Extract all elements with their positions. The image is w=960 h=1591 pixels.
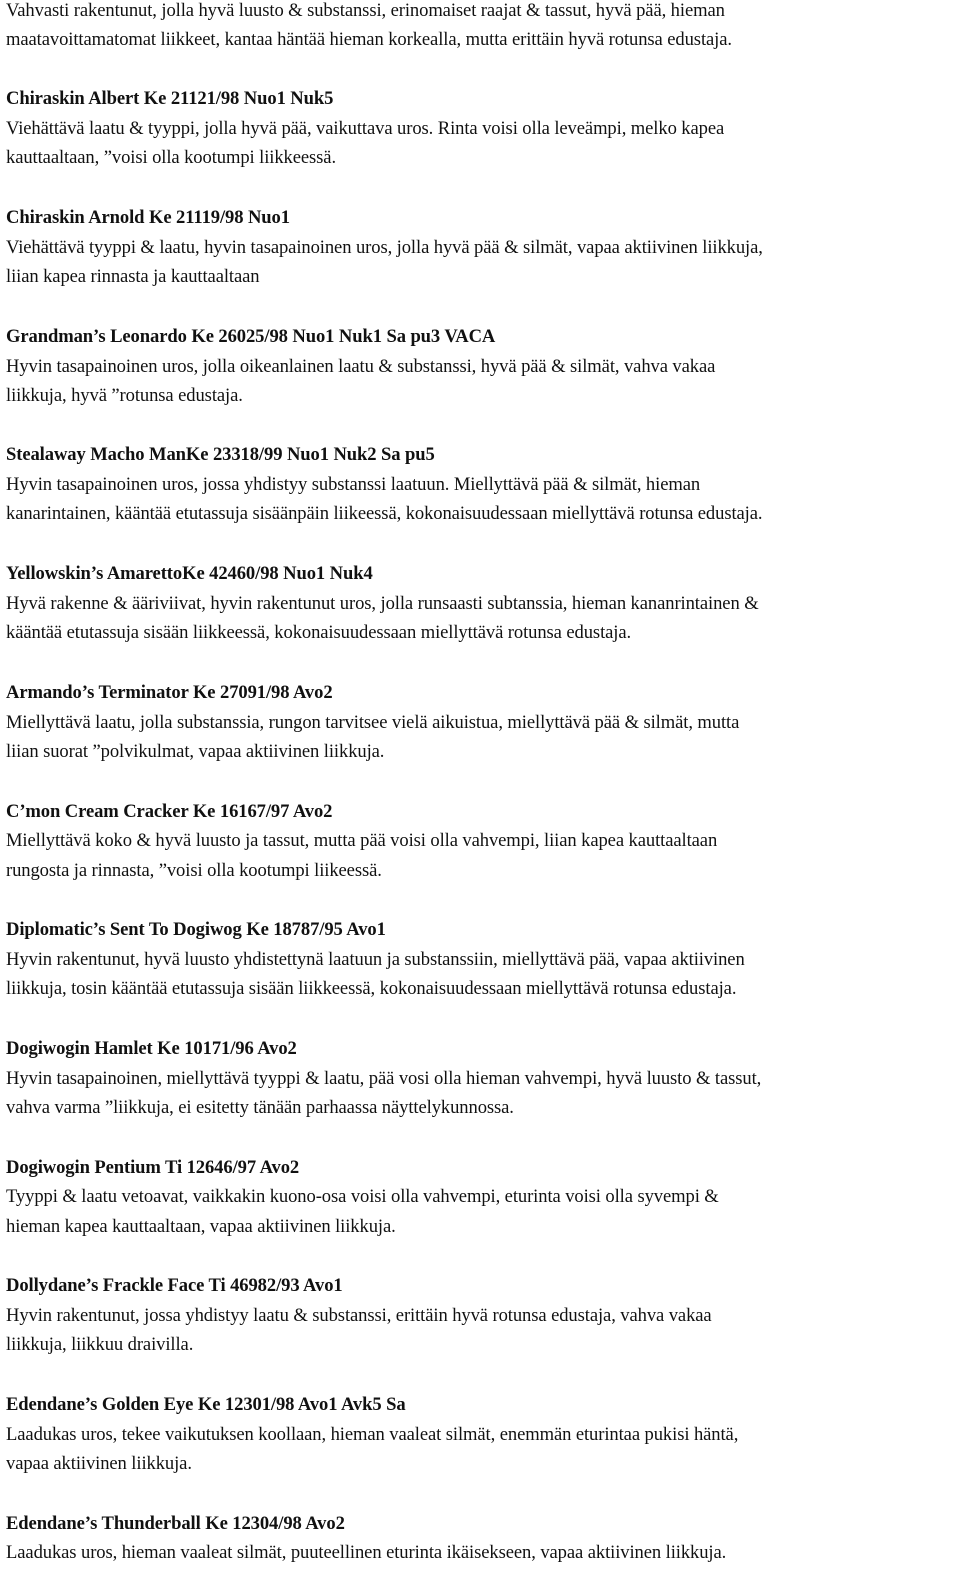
entry-title: Dollydane’s Frackle Face Ti 46982/93 Avo1 (6, 1275, 343, 1296)
entry-text-line: Tyyppi & laatu vetoavat, vaikkakin kuono-osa voisi olla vahvempi, eturinta voisi olla syvempi & (6, 1186, 719, 1207)
entry-text-line: Laadukas uros, hieman vaaleat silmät, puuteellinen eturinta ikäisekseen, vapaa aktiivinen liikkuja. (6, 1542, 727, 1563)
entry-title: Edendane’s Golden Eye Ke 12301/98 Avo1 Avk5 Sa (6, 1394, 406, 1415)
entry-title: Edendane’s Thunderball Ke 12304/98 Avo2 (6, 1513, 345, 1534)
entry-title: Yellowskin’s AmarettoKe 42460/98 Nuo1 Nuk4 (6, 563, 373, 584)
entry-title: Dogiwogin Pentium Ti 12646/97 Avo2 (6, 1157, 300, 1178)
entry-title: Grandman’s Leonardo Ke 26025/98 Nuo1 Nuk1 Sa pu3 VACA (6, 326, 496, 347)
entry-text-line: Miellyttävä laatu, jolla substanssia, rungon tarvitsee vielä aikuistua, miellyttävä pää & silmät, mutta (6, 712, 740, 733)
entry-text-line: vapaa aktiivinen liikkuja. (6, 1453, 192, 1474)
entry-text-line: Laadukas uros, tekee vaikutuksen koollaan, hieman vaaleat silmät, enemmän eturintaa pukisi häntä, (6, 1424, 739, 1445)
entry-title: Armando’s Terminator Ke 27091/98 Avo2 (6, 682, 333, 703)
entry-text-line: liikkuja, tosin kääntää etutassuja sisään liikkeessä, kokonaisuudessaan miellyttävä rotunsa edustaja. (6, 978, 737, 999)
entry-text-line: hieman kapea kauttaaltaan, vapaa aktiivinen liikkuja. (6, 1216, 396, 1237)
entry-text-line: Hyvin rakentunut, hyvä luusto yhdistettynä laatuun ja substanssiin, miellyttävä pää, vapaa aktiivinen (6, 949, 745, 970)
entry-text-line: Hyvin tasapainoinen uros, jolla oikeanlainen laatu & substanssi, hyvä pää & silmät, vahva vakaa (6, 356, 716, 377)
entry-text-line: Viehättävä tyyppi & laatu, hyvin tasapainoinen uros, jolla hyvä pää & silmät, vapaa aktiivinen liikkuja, (6, 237, 763, 258)
entry-text-line: rungosta ja rinnasta, ”voisi olla kootumpi liikeessä. (6, 860, 382, 881)
entry-text-line: Viehättävä laatu & tyyppi, jolla hyvä pää, vaikuttava uros. Rinta voisi olla leveämpi, melko kapea (6, 118, 725, 139)
entry-text-line: liikkuja, hyvä ”rotunsa edustaja. (6, 385, 243, 406)
entry-title: Chiraskin Albert Ke 21121/98 Nuo1 Nuk5 (6, 88, 334, 109)
entry-text-line: liian kapea rinnasta ja kauttaaltaan (6, 266, 260, 287)
entry-text-line: liian suorat ”polvikulmat, vapaa aktiivinen liikkuja. (6, 741, 385, 762)
entry-title: Chiraskin Arnold Ke 21119/98 Nuo1 (6, 207, 290, 228)
entry-text-line: Miellyttävä koko & hyvä luusto ja tassut, mutta pää voisi olla vahvempi, liian kapea kauttaaltaan (6, 830, 718, 851)
entry-text-line: Hyvin tasapainoinen uros, jossa yhdistyy substanssi laatuun. Miellyttävä pää & silmät, hieman (6, 474, 701, 495)
entry-title: Dogiwogin Hamlet Ke 10171/96 Avo2 (6, 1038, 297, 1059)
entry-text-line: Hyvä rakenne & ääriviivat, hyvin rakentunut uros, jolla runsaasti subtanssia, hieman kananrintainen & (6, 593, 759, 614)
entry-title: Diplomatic’s Sent To Dogiwog Ke 18787/95 Avo1 (6, 919, 386, 940)
intro-line: Vahvasti rakentunut, jolla hyvä luusto & substanssi, erinomaiset raajat & tassut, hyvä pää, hieman (6, 0, 725, 21)
entry-title: Stealaway Macho ManKe 23318/99 Nuo1 Nuk2 Sa pu5 (6, 444, 435, 465)
entry-text-line: Hyvin rakentunut, jossa yhdistyy laatu & substanssi, erittäin hyvä rotunsa edustaja, vahva vakaa (6, 1305, 712, 1326)
entry-text-line: kanarintainen, kääntää etutassuja sisäänpäin liikeessä, kokonaisuudessaan miellyttävä rotunsa edustaja. (6, 503, 763, 524)
entry-text-line: liikkuja, liikkuu draivilla. (6, 1334, 194, 1355)
intro-line: maatavoittamatomat liikkeet, kantaa häntää hieman korkealla, mutta erittäin hyvä rotunsa edustaja. (6, 29, 732, 50)
entry-text-line: kääntää etutassuja sisään liikkeessä, kokonaisuudessaan miellyttävä rotunsa edustaja. (6, 622, 632, 643)
entry-text-line: Hyvin tasapainoinen, miellyttävä tyyppi & laatu, pää vosi olla hieman vahvempi, hyvä luusto & tassut, (6, 1068, 762, 1089)
entry-text-line: kauttaaltaan, ”voisi olla kootumpi liikkeessä. (6, 147, 337, 168)
entry-title: C’mon Cream Cracker Ke 16167/97 Avo2 (6, 801, 333, 822)
entry-text-line: vahva varma ”liikkuja, ei esitetty tänään parhaassa näyttelykunnossa. (6, 1097, 514, 1118)
